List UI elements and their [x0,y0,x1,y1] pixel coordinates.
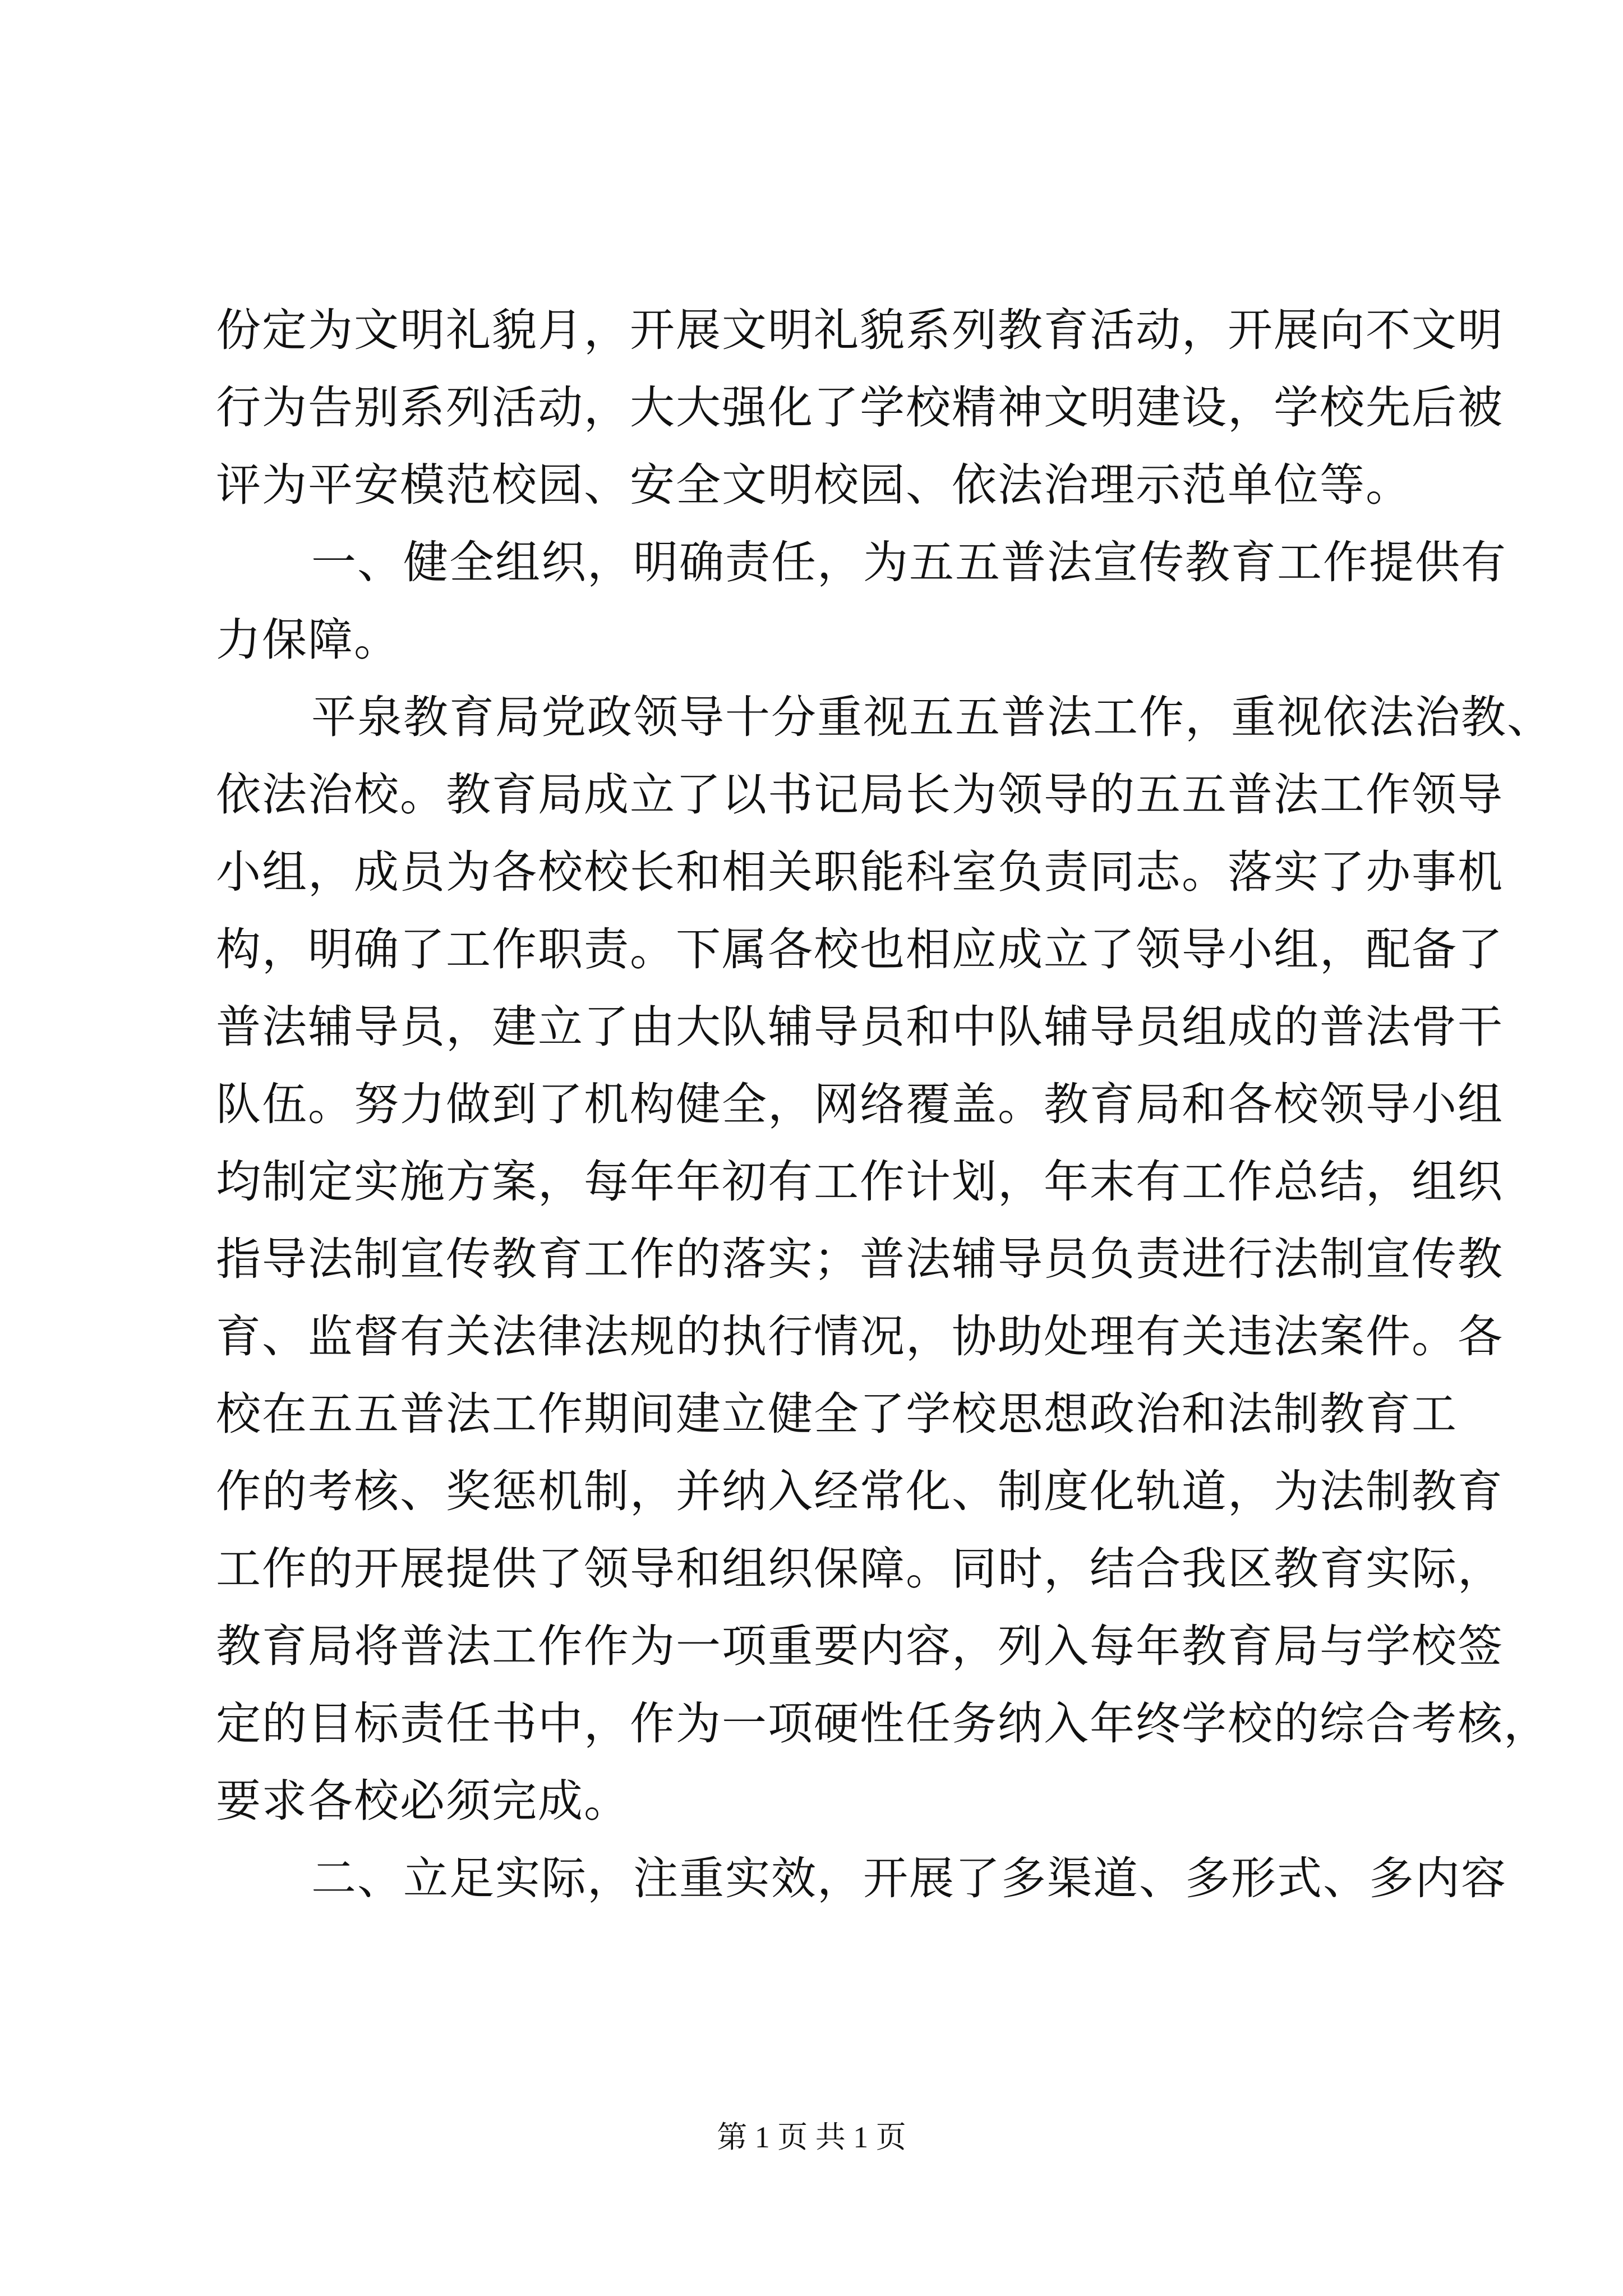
text-line: 工作的开展提供了领导和组织保障。同时，结合我区教育实际， [216,1543,1504,1595]
document-body [216,292,1553,1917]
text-line: 普法辅导员，建立了由大队辅导员和中队辅导员组成的普法骨干 [216,1001,1504,1053]
text-line: 构，明确了工作职责。下属各校也相应成立了领导小组，配备了 [216,923,1504,976]
text-line: 依法治校。教育局成立了以书记局长为领导的五五普法工作领导 [216,769,1504,821]
text-line: 行为告别系列活动，大大强化了学校精神文明建设，学校先后被 [216,381,1504,434]
text-line: 评为平安模范校园、安全文明校园、依法治理示范单位等。 [216,459,1412,511]
text-line: 队伍。努力做到了机构健全，网络覆盖。教育局和各校领导小组 [216,1078,1504,1130]
text-line: 定的目标责任书中，作为一项硬性任务纳入年终学校的综合考核， [216,1697,1550,1750]
text-line: 指导法制宣传教育工作的落实；普法辅导员负责进行法制宣传教 [216,1233,1504,1285]
text-line: 教育局将普法工作作为一项重要内容，列入每年教育局与学校签 [216,1620,1504,1672]
text-line: 育、监督有关法律法规的执行情况，协助处理有关违法案件。各 [216,1310,1504,1363]
section-heading-2: 二、立足实际，注重实效，开展了多渠道、多形式、多内容 [311,1852,1507,1904]
text-line: 要求各校必须完成。 [216,1775,630,1827]
paragraph-start: 平泉教育局党政领导十分重视五五普法工作，重视依法治教、 [311,691,1553,743]
text-line: 作的考核、奖惩机制，并纳入经常化、制度化轨道，为法制教育 [216,1465,1504,1517]
text-line: 均制定实施方案，每年年初有工作计划，年末有工作总结，组织 [216,1156,1504,1208]
text-line: 力保障。 [216,614,400,666]
section-heading-1: 一、健全组织，明确责任，为五五普法宣传教育工作提供有 [311,536,1507,588]
text-line: 校在五五普法工作期间建立健全了学校思想政治和法制教育工 [216,1388,1458,1440]
page-number-footer: 第 1 页 共 1 页 [717,2120,906,2154]
text-line: 份定为文明礼貌月，开展文明礼貌系列教育活动，开展向不文明 [216,304,1504,356]
text-line: 小组，成员为各校校长和相关职能科室负责同志。落实了办事机 [216,846,1504,898]
